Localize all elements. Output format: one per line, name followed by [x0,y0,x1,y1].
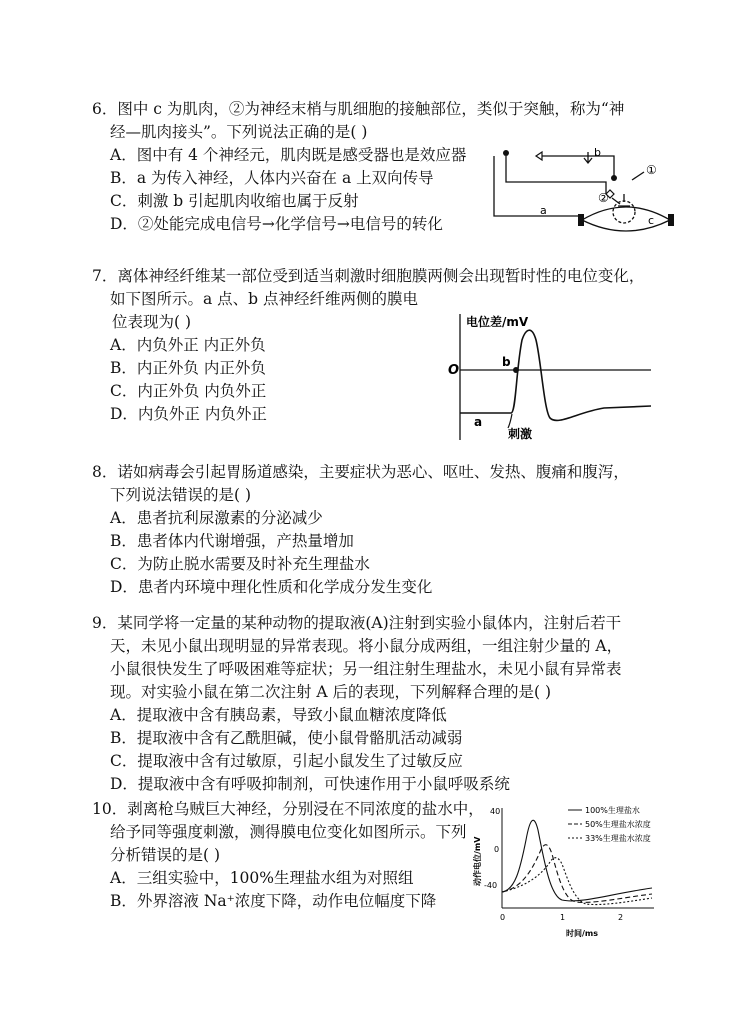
q6-tendon-left [578,214,584,226]
question-8 [92,461,629,599]
q6-cell-body-1 [503,150,509,156]
q6-tendon-right [668,214,674,226]
question-10 [92,798,484,913]
q6-option-a: A．图中有 4 个神经元，肌肉既是感受器也是效应器 [110,146,467,164]
q10-legend-33: 33%生理盐水浓度 [585,834,651,843]
q9-option-b: B．提取液中含有乙酰胆碱，使小鼠骨骼肌活动减弱 [110,729,463,747]
q8-option-d: D．患者内环境中理化性质和化学成分发生变化 [110,578,433,596]
q7-option-c: C．内正外负 内负外正 [110,382,267,400]
q7-stem-line2: 如下图所示。a 点、b 点神经纤维两侧的膜电 [110,290,419,308]
q9-option-c: C．提取液中含有过敏原，引起小鼠发生了过敏反应 [110,752,463,770]
q7-stimulus-marker [508,414,512,428]
q6-muscle-c [582,207,670,231]
q7-stimulus-label: 刺激 [508,427,533,441]
q10-option-b: B．外界溶液 Na⁺浓度下降，动作电位幅度下降 [110,892,437,910]
q8-option-b: B．患者体内代谢增强，产热量增加 [110,532,354,550]
q6-option-d: D．②处能完成电信号→化学信号→电信号的转化 [110,215,443,233]
q7-stem-line3: 位表现为( ) [112,313,192,331]
q10-legend-100: 100%生理盐水 [585,806,640,815]
q6-label-a: a [540,204,547,217]
q6-top-neuron-path [540,156,614,176]
q10-curve-100 [502,820,652,901]
q10-stem-line3: 分析错误的是( ) [110,846,221,864]
q7-origin-label: O [448,363,460,378]
q6-pointer-2 [612,198,620,204]
q7-option-a: A．内负外正 内正外负 [110,336,266,354]
q9-stem-line2: 天，未见小鼠出现明显的异常表现。将小鼠分成两组，一组注射少量的 A， [110,637,623,655]
q10-stem-line1: 10．剥离枪乌贼巨大神经，分别浸在不同浓度的盐水中， [92,800,484,818]
q8-stem-line1: 8．诺如病毒会引起胃肠道感染，主要症状为恶心、呕吐、发热、腹痛和腹泻， [92,463,629,481]
q6-stem-line2: 经—肌肉接头”。下列说法正确的是( ) [110,123,368,141]
q6-label-c: c [648,214,655,227]
q9-stem-line4: 现。对实验小鼠在第二次注射 A 后的表现，下列解释合理的是( ) [110,683,552,701]
q10-legend-50: 50%生理盐水浓度 [585,820,651,829]
q9-stem-line3: 小鼠很快发生了呼吸困难等症状；另一组注射生理盐水，未见小鼠有异常表 [110,660,622,678]
q9-option-a: A．提取液中含有胰岛素，导致小鼠血糖浓度降低 [110,706,447,724]
q10-xtick-2: 2 [618,913,624,922]
q10-stem-line2: 给予同等强度刺激，测得膜电位变化如图所示。下列 [110,823,467,841]
q10-xtick-0: 0 [500,913,506,922]
q10-x-label: 时间/ms [566,929,599,938]
q6-junction-circle [613,201,635,223]
q7-label-a: a [474,415,483,429]
q8-option-c: C．为防止脱水需要及时补充生理盐水 [110,555,370,573]
q8-option-a: A．患者抗利尿激素的分泌减少 [110,509,323,527]
q6-label-1: ① [646,163,657,177]
q6-synapse-1 [536,152,542,160]
q7-option-b: B．内正外负 内正外负 [110,359,266,377]
q7-y-label: 电位差/mV [466,315,529,329]
q6-option-b: B．a 为传入神经，人体内兴奋在 a 上双向传导 [110,169,434,187]
q10-y-label: 动作电位/mV [473,836,482,886]
q7-stem-line1: 7．离体神经纤维某一部位受到适当刺激时细胞膜两侧会出现暂时性的电位变化， [92,267,645,285]
q6-label-2: ② [598,191,609,205]
q10-curve-50 [502,845,652,903]
q6-pointer-1 [632,172,644,180]
q10-ytick-0: 0 [494,845,500,854]
q6-cell-body-2 [611,175,617,181]
q10-option-a: A．三组实验中，100%生理盐水组为对照组 [110,869,414,887]
q6-neuromuscular-diagram [486,142,686,238]
q7-action-potential-graph [446,310,666,446]
q8-stem-line2: 下列说法错误的是( ) [110,486,252,504]
q10-ytick-40: 40 [490,807,501,816]
question-9 [92,612,622,796]
q6-stem-line1: 6．图中 c 为肌肉，②为神经末梢与肌细胞的接触部位，类似于突触，称为“神 [92,100,625,118]
q7-label-b: b [502,355,511,369]
q7-potential-curve [460,330,651,420]
q6-upper-neuron-path [506,156,606,194]
q6-option-c: C．刺激 b 引起肌肉收缩也属于反射 [110,192,359,210]
q10-ytick-neg40: -40 [484,881,498,890]
q10-xtick-1: 1 [560,913,566,922]
q9-stem-line1: 9．某同学将一定量的某种动物的提取液(A)注射到实验小鼠体内，注射后若干 [92,614,622,632]
q7-point-b [513,367,519,373]
q6-label-b: b [594,146,601,159]
q10-saline-potential-graph [470,800,660,946]
q9-option-d: D．提取液中含有呼吸抑制剂，可快速作用于小鼠呼吸系统 [110,775,510,793]
q6-neuron-a-path [494,156,582,220]
q7-option-d: D．内负外正 内负外正 [110,405,267,423]
